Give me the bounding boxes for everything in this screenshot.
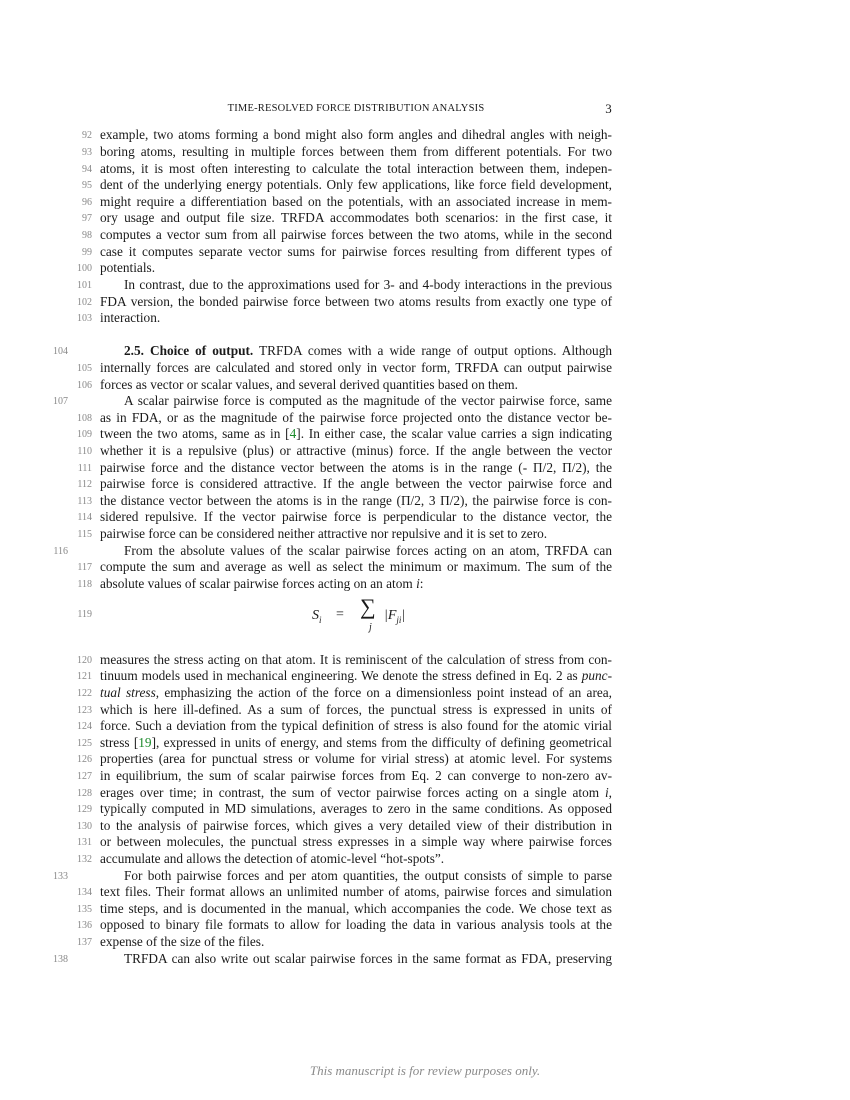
- line-text: atoms, it is most often interesting to calculate the total interaction between them, indepen-: [100, 161, 612, 176]
- line-text: to the analysis of pairwise forces, which gives a very detailed view of their distribution in: [100, 818, 612, 833]
- text-line: [77, 276, 612, 293]
- line-text: as in FDA, or as the magnitude of the pairwise force projected onto the distance vector be-: [100, 410, 612, 425]
- line-text-part: erages over time; in contrast, the sum of vector pairwise forces acting on a single atom: [100, 785, 605, 800]
- text-line: [82, 193, 612, 210]
- line-number: 108: [77, 413, 92, 424]
- text-line: [53, 542, 612, 559]
- line-text: which is here ill-defined. As a sum of forces, the punctual stress is expressed in units of: [100, 702, 612, 717]
- line-number: 122: [77, 688, 92, 699]
- text-line: [77, 651, 612, 668]
- line-number: 119: [77, 609, 92, 620]
- line-number: 138: [53, 954, 68, 965]
- line-text: expense of the size of the files.: [100, 934, 265, 949]
- line-text: time steps, and is documented in the manual, which accompanies the code. We chose text as: [100, 901, 612, 916]
- text-line: [77, 259, 612, 276]
- line-text: example, two atoms forming a bond might also form angles and dihedral angles with neigh-: [100, 127, 612, 142]
- line-text-part: ,: [608, 785, 612, 800]
- text-line: [77, 376, 612, 393]
- citation-link[interactable]: 4: [289, 426, 297, 441]
- line-text-part: :: [419, 576, 424, 591]
- text-line: [77, 309, 612, 326]
- line-number: 95: [82, 180, 92, 191]
- line-number: 93: [82, 147, 92, 158]
- text-line: [77, 359, 612, 376]
- line-text: A scalar pairwise force is computed as the magnitude of the vector pairwise force, same: [124, 393, 612, 408]
- line-number: 116: [53, 546, 68, 557]
- line-number: 106: [77, 380, 92, 391]
- line-number: 126: [77, 754, 92, 765]
- text-line: [77, 667, 612, 684]
- math-variable: i: [604, 785, 609, 800]
- text-line: [77, 883, 612, 900]
- line-text: the distance vector between the atoms is in the range (Π/2, 3 Π/2), the pairwise force is con-: [100, 493, 612, 508]
- line-number: 113: [77, 496, 92, 507]
- line-text: boring atoms, resulting in multiple forces between them from different potentials. For two: [100, 144, 612, 159]
- line-number: 100: [77, 263, 92, 274]
- text-line: [77, 492, 612, 509]
- running-head-title: TIME-RESOLVED FORCE DISTRIBUTION ANALYSIS: [227, 103, 485, 114]
- line-text: case it computes separate vector sums for pairwise forces resulting from different types of: [100, 244, 612, 259]
- text-line: [53, 867, 612, 884]
- line-number: 135: [77, 904, 92, 915]
- line-number: 137: [77, 937, 92, 948]
- line-number: 98: [82, 230, 92, 241]
- line-text: For both pairwise forces and per atom quantities, the output consists of simple to parse: [124, 868, 612, 883]
- text-line: [77, 409, 612, 426]
- text-line: [77, 850, 612, 867]
- line-text: interaction.: [100, 310, 161, 325]
- text-line: [82, 243, 612, 260]
- text-line: [77, 900, 612, 917]
- line-text: dent of the underlying energy potentials. Only few applications, like force field development,: [100, 177, 612, 192]
- running-head: [100, 103, 612, 117]
- line-text: might require a differentiation based on the potentials, with an associated increase in mem-: [100, 194, 612, 209]
- summation-index: j: [369, 622, 372, 633]
- review-footer-note: This manuscript is for review purposes only.: [309, 1063, 541, 1078]
- line-number: 111: [77, 463, 92, 474]
- line-number: 117: [77, 562, 92, 573]
- page-number: 3: [605, 101, 612, 116]
- equation: [77, 594, 612, 638]
- line-number: 104: [53, 346, 68, 357]
- line-text: From the absolute values of the scalar pairwise forces acting on an atom, TRFDA can: [124, 543, 612, 558]
- line-number: 133: [53, 871, 68, 882]
- text-line: [77, 734, 612, 751]
- text-line: [77, 525, 612, 542]
- line-text: computes a vector sum from all pairwise forces between the two atoms, while in the second: [100, 227, 612, 242]
- line-text: whether it is a repulsive (plus) or attractive (minus) force. If the angle between the vector: [100, 443, 612, 458]
- line-number: 121: [77, 671, 92, 682]
- line-text: typically computed in MD simulations, averages to zero in the same conditions. As opposed: [100, 801, 612, 816]
- line-text: force. Such a deviation from the typical definition of stress is also found for the atomic virial: [100, 718, 612, 733]
- text-line: [77, 800, 612, 817]
- line-text: [100, 784, 612, 801]
- text-line: [77, 784, 612, 801]
- emphasis: tual stress: [100, 685, 156, 700]
- text-line: [77, 475, 612, 492]
- line-text: TRFDA can also write out scalar pairwise forces in the same format as FDA, preserving: [124, 951, 612, 966]
- line-number: 134: [77, 887, 92, 898]
- line-number: 92: [82, 130, 92, 141]
- text-line: [77, 508, 612, 525]
- line-text-part: tinuum models used in mechanical engineering. We denote the stress defined in Eq. 2 as: [100, 668, 582, 683]
- line-text: pairwise force is considered attractive. If the angle between the vector pairwise force and: [100, 476, 612, 491]
- line-text: [124, 342, 612, 359]
- section-title: 2.5. Choice of output.: [124, 343, 254, 358]
- text-line: [77, 425, 612, 442]
- line-text: [100, 425, 612, 442]
- text-line: [82, 143, 612, 160]
- emphasis: punc-: [581, 668, 612, 683]
- line-number: 112: [77, 479, 92, 490]
- text-line: [77, 817, 612, 834]
- text-line: [77, 916, 612, 933]
- line-text: [100, 667, 612, 684]
- text-line: [53, 950, 612, 967]
- text-line: [77, 575, 612, 592]
- citation-link[interactable]: 19: [138, 735, 152, 750]
- line-number: 94: [82, 164, 92, 175]
- line-number: 131: [77, 837, 92, 848]
- line-text: sidered repulsive. If the vector pairwise force is perpendicular to the distance vector, the: [100, 509, 612, 524]
- text-line: [77, 459, 612, 476]
- text-line: [82, 126, 612, 143]
- line-text: [100, 684, 612, 701]
- text-line: [77, 293, 612, 310]
- equals-sign: =: [336, 607, 344, 622]
- line-text: potentials.: [100, 260, 156, 275]
- line-text: or between molecules, the punctual stress expresses in a simple way where pairwise forces: [100, 834, 612, 849]
- line-text-part: tween the two atoms, same as in [: [100, 426, 290, 441]
- equation-lhs: $S_i$: [312, 608, 322, 625]
- line-text: [100, 575, 612, 592]
- line-number: 99: [82, 247, 92, 258]
- text-line: [53, 392, 612, 409]
- text-line: [77, 933, 612, 950]
- text-line: [77, 767, 612, 784]
- line-text-part: ], expressed in units of energy, and stems from the difficulty of defining geometrical: [151, 735, 612, 750]
- line-text: measures the stress acting on that atom. It is reminiscent of the calculation of stress from con-: [100, 652, 612, 667]
- line-text: pairwise force and the distance vector between the atoms is in the range (- Π/2, Π/2), the: [100, 460, 612, 475]
- line-number: 103: [77, 313, 92, 324]
- line-number: 109: [77, 429, 92, 440]
- line-text-part: , emphasizing the action of the force on a dimensionless point instead of an area,: [155, 685, 613, 700]
- text-line: [77, 717, 612, 734]
- math-variable: i: [416, 576, 420, 591]
- line-text: ory usage and output file size. TRFDA accommodates both scenarios: in the first case, it: [100, 210, 612, 225]
- line-number: 101: [77, 280, 92, 291]
- text-line: [82, 160, 612, 177]
- line-text: text files. Their format allows an unlimited number of atoms, pairwise forces and simulation: [100, 884, 612, 899]
- line-number: 130: [77, 821, 92, 832]
- text-line: [77, 750, 612, 767]
- line-number: 114: [77, 512, 92, 523]
- line-text: properties (area for punctual stress or volume for virial stress) at atomic level. For systems: [100, 751, 612, 766]
- text-line: [77, 833, 612, 850]
- text-line: [82, 176, 612, 193]
- text-line: [77, 684, 613, 701]
- line-number: 123: [77, 705, 92, 716]
- line-number: 110: [77, 446, 92, 457]
- line-text: compute the sum and average as well as select the minimum or maximum. The sum of the: [100, 559, 612, 574]
- line-number: 105: [77, 363, 92, 374]
- line-text-part: ]. In either case, the scalar value carries a sign indicating: [296, 426, 612, 441]
- line-number: 118: [77, 579, 92, 590]
- line-number: 124: [77, 721, 92, 732]
- text-line: [82, 226, 612, 243]
- text-line: [82, 209, 612, 226]
- line-number: 128: [77, 788, 92, 799]
- line-number: 127: [77, 771, 92, 782]
- section-heading-line: [53, 342, 612, 359]
- line-number: 129: [77, 804, 92, 815]
- line-number: 107: [53, 396, 68, 407]
- line-text: accumulate and allows the detection of atomic-level “hot-spots”.: [100, 851, 445, 866]
- line-number: 120: [77, 655, 92, 666]
- line-text: pairwise force can be considered neither attractive nor repulsive and it is set to zero.: [100, 526, 548, 541]
- line-text: FDA version, the bonded pairwise force between two atoms results from exactly one type of: [100, 294, 612, 309]
- line-text: In contrast, due to the approximations used for 3- and 4-body interactions in the previous: [124, 277, 612, 292]
- line-number: 97: [82, 213, 92, 224]
- line-number: 96: [82, 197, 92, 208]
- line-number: 115: [77, 529, 92, 540]
- line-text: in equilibrium, the sum of scalar pairwise forces from Eq. 2 can converge to non-zero av-: [100, 768, 612, 783]
- line-text: [100, 734, 612, 751]
- line-number: 125: [77, 738, 92, 749]
- line-number: 136: [77, 920, 92, 931]
- section-intro: TRFDA comes with a wide range of output options. Although: [259, 343, 612, 358]
- line-text-part: stress [: [100, 735, 139, 750]
- equation-rhs: $|F_{ji}|$: [384, 608, 406, 625]
- line-text: forces as vector or scalar values, and several derived quantities based on them.: [100, 377, 518, 392]
- line-text: internally forces are calculated and stored only in vector form, TRFDA can output pairwise: [100, 360, 612, 375]
- text-line: [77, 701, 612, 718]
- line-text-part: absolute values of scalar pairwise forces acting on an atom: [100, 576, 417, 591]
- text-line: [77, 558, 612, 575]
- line-number: 132: [77, 854, 92, 865]
- text-line: [77, 442, 612, 459]
- line-number: 102: [77, 297, 92, 308]
- summation-sign: ∑: [360, 594, 376, 619]
- line-text: opposed to binary file formats to allow for loading the data in various analysis tools at the: [100, 917, 612, 932]
